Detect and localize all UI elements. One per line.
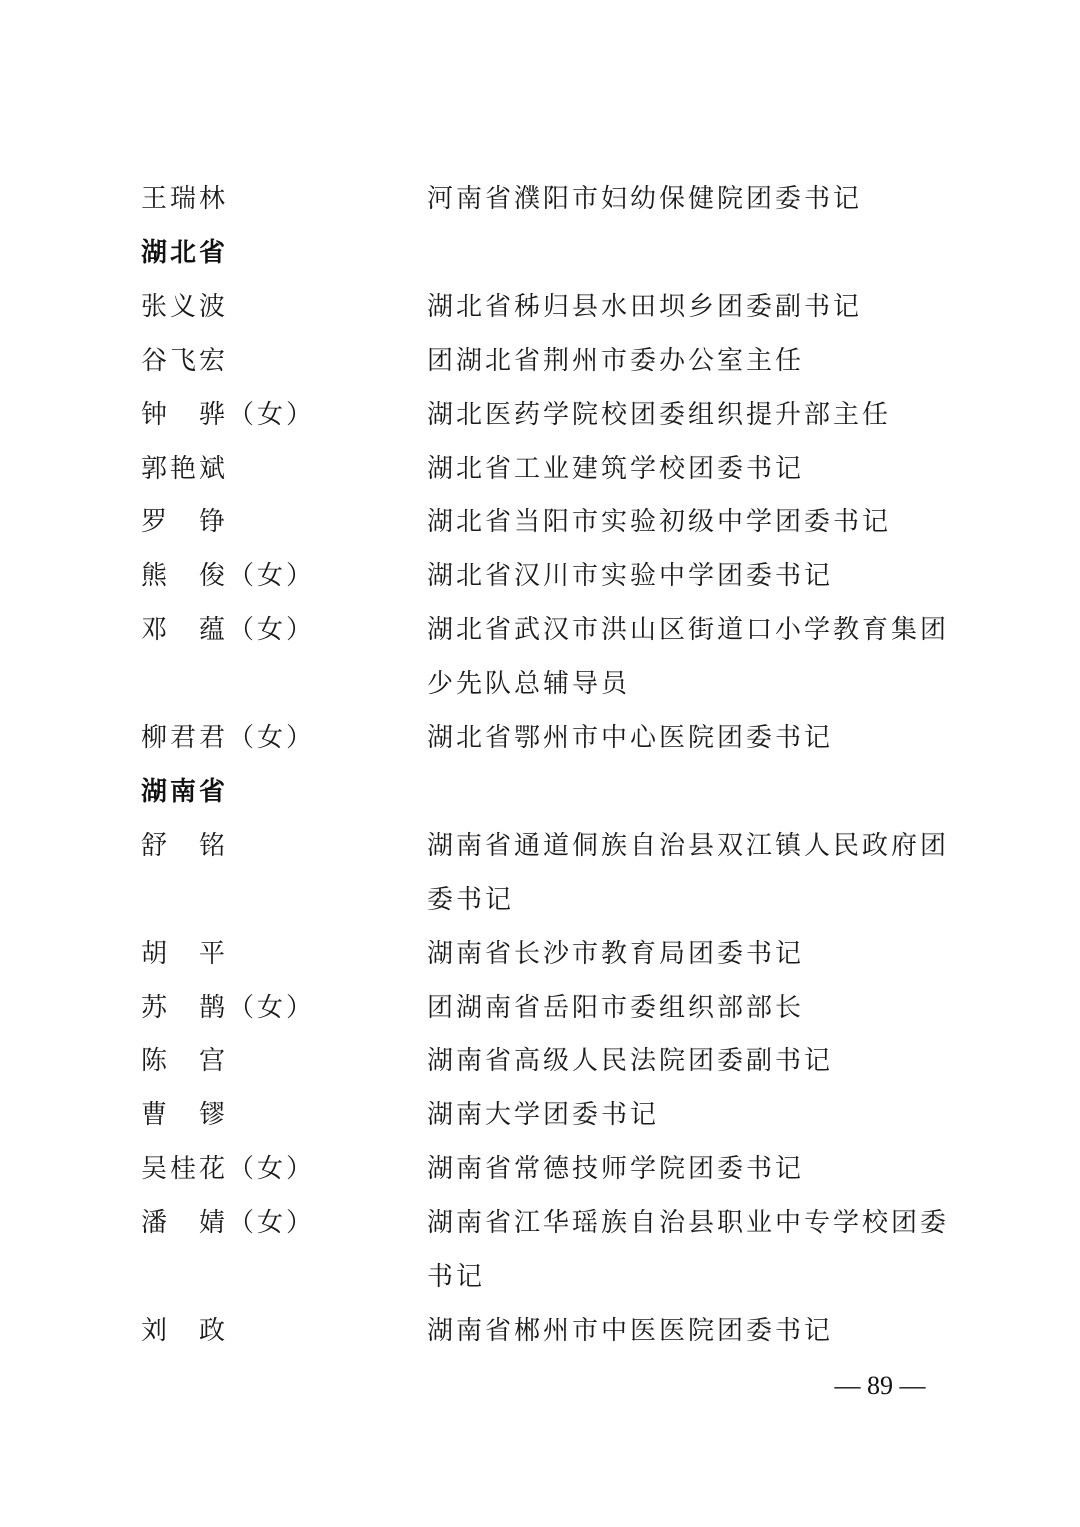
list-item (0, 603, 1080, 711)
person-name: 柳君君（女） (141, 723, 316, 753)
position-title: 团湖南省岳阳市委组织部部长 (427, 992, 805, 1023)
person-name: 潘 婧（女） (141, 1208, 316, 1239)
position-title: 湖北省汉川市实验中学团委书记 (427, 561, 834, 592)
list-item (0, 495, 1080, 549)
position-title: 湖北省武汉市洪山区街道口小学教育集团 (427, 615, 950, 646)
position-title: 湖南省江华瑶族自治县职业中专学校团委 (427, 1208, 950, 1239)
list-item (0, 1088, 1080, 1142)
position-title: 湖南大学团委书记 (427, 1100, 660, 1131)
page-number: — 89 — (834, 1371, 926, 1400)
person-name: 舒 铭 (141, 830, 229, 861)
person-name: 张义波 (141, 291, 229, 322)
position-title: 湖北省工业建筑学校团委书记 (427, 453, 805, 484)
position-title: 少先队总辅导员 (427, 669, 631, 700)
list-item (0, 711, 1080, 765)
position-title: 湖北省鄂州市中心医院团委书记 (427, 723, 834, 753)
list-item (0, 1196, 1080, 1304)
list-item (0, 1304, 1080, 1358)
list-item (0, 442, 1080, 496)
list-item (0, 927, 1080, 981)
position-title: 湖北省当阳市实验初级中学团委书记 (427, 507, 892, 538)
person-name: 陈 宫 (141, 1046, 229, 1077)
list-item (0, 1034, 1080, 1088)
person-name: 吴桂花（女） (141, 1154, 316, 1185)
person-name: 胡 平 (141, 938, 229, 969)
position-title: 湖南省长沙市教育局团委书记 (427, 938, 805, 969)
person-name: 熊 俊（女） (141, 561, 316, 592)
person-name: 郭艳斌 (141, 453, 229, 484)
position-title: 湖南省常德技师学院团委书记 (427, 1154, 805, 1185)
person-name: 谷飞宏 (141, 345, 229, 376)
list-item (0, 549, 1080, 603)
list-item (0, 388, 1080, 442)
list-item (0, 172, 1080, 226)
person-name: 钟 骅（女） (141, 399, 316, 430)
position-title: 委书记 (427, 884, 515, 915)
position-title: 湖北省秭归县水田坝乡团委副书记 (427, 291, 863, 322)
position-title: 湖北医药学院校团委组织提升部主任 (427, 399, 892, 430)
position-title: 湖南省郴州市中医医院团委书记 (427, 1315, 834, 1346)
person-name: 刘 政 (141, 1315, 229, 1346)
position-title: 湖南省高级人民法院团委副书记 (427, 1046, 834, 1077)
person-name: 王瑞林 (141, 184, 229, 214)
list-item (0, 981, 1080, 1035)
position-title: 团湖北省荆州市委办公室主任 (427, 345, 805, 376)
section-heading: 湖南省 (141, 776, 229, 807)
position-title: 河南省濮阳市妇幼保健院团委书记 (427, 184, 863, 214)
person-name: 罗 铮 (141, 507, 229, 538)
list-item (0, 334, 1080, 388)
person-name: 曹 镠 (141, 1100, 229, 1131)
person-name: 苏 鹊（女） (141, 992, 316, 1023)
person-name: 邓 蕴（女） (141, 615, 316, 646)
list-item (0, 1142, 1080, 1196)
list-item (0, 819, 1080, 927)
list-item (0, 280, 1080, 334)
section-heading: 湖北省 (141, 237, 229, 268)
position-title: 湖南省通道侗族自治县双江镇人民政府团 (427, 830, 950, 861)
position-title: 书记 (427, 1261, 486, 1292)
